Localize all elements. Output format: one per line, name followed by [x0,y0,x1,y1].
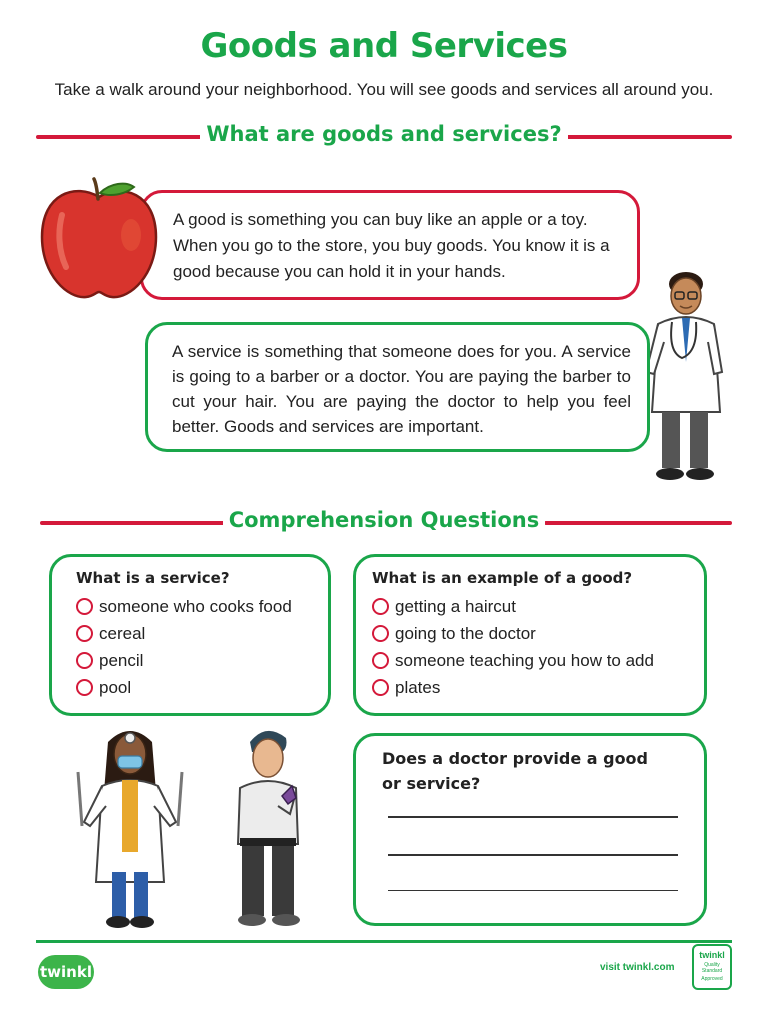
good-definition-text: A good is something you can buy like an apple or a toy. When you go to the store, you buy goods. You know it is a good because you can hold it in your hands. [173,210,610,281]
radio-circle-icon[interactable] [372,625,389,642]
option-label: cereal [99,623,146,643]
question-text: Does a doctor provide a good or service? [382,749,648,793]
apple-illustration [36,175,162,303]
radio-circle-icon[interactable] [372,652,389,669]
barber-illustration [226,722,318,934]
option-label: pool [99,677,132,697]
quality-badge [692,944,732,990]
question-box-good [353,554,707,716]
option-label: getting a haircut [395,596,516,616]
good-definition-box [140,190,640,300]
answer-line[interactable] [388,890,678,891]
dentist-illustration [72,722,190,934]
service-definition-text: A service is something that someone does for you. A service is going to a barber or a doctor. You are paying the barber to cut your hair. You are paying the doctor to help you feel better. Goods and services are important. [172,342,631,436]
option-label: plates [395,677,441,697]
section-title-questions: Comprehension Questions [223,508,546,532]
footer-rule [36,940,732,943]
radio-circle-icon[interactable] [76,679,93,696]
intro-text: Take a walk around your neighborhood. You will see goods and services all around you. [54,80,714,99]
answer-option[interactable] [76,674,328,701]
question-box-service [49,554,331,716]
question-text: What is a service? [76,569,230,587]
badge-line-2: Approved [701,976,723,982]
badge-line-1: Quality Standard [701,962,723,974]
section-title-what: What are goods and services? [200,122,567,146]
section-heading-questions [36,508,732,538]
option-label: someone who cooks food [99,596,292,616]
question-box-doctor [353,733,707,926]
answer-option[interactable] [372,647,704,674]
page-title: Goods and Services [200,26,568,66]
question-text: What is an example of a good? [372,569,633,587]
radio-circle-icon[interactable] [372,598,389,615]
service-definition-box [145,322,650,452]
answer-line[interactable] [388,854,678,856]
answer-line[interactable] [388,816,678,818]
section-heading-what [36,122,732,152]
answer-option[interactable] [76,647,328,674]
answer-option[interactable] [372,674,704,701]
radio-circle-icon[interactable] [76,625,93,642]
answer-option[interactable] [76,593,328,620]
answer-option[interactable] [372,620,704,647]
option-label: going to the doctor [395,623,536,643]
twinkl-logo: twinkl [38,955,94,989]
option-label: pencil [99,650,144,670]
radio-circle-icon[interactable] [372,679,389,696]
badge-title: twinkl [699,950,725,960]
answer-option[interactable] [372,593,704,620]
option-label: someone teaching you how to add [395,650,654,670]
radio-circle-icon[interactable] [76,652,93,669]
doctor-illustration [638,262,730,488]
radio-circle-icon[interactable] [76,598,93,615]
answer-option[interactable] [76,620,328,647]
visit-link[interactable]: visit twinkl.com [600,962,675,973]
